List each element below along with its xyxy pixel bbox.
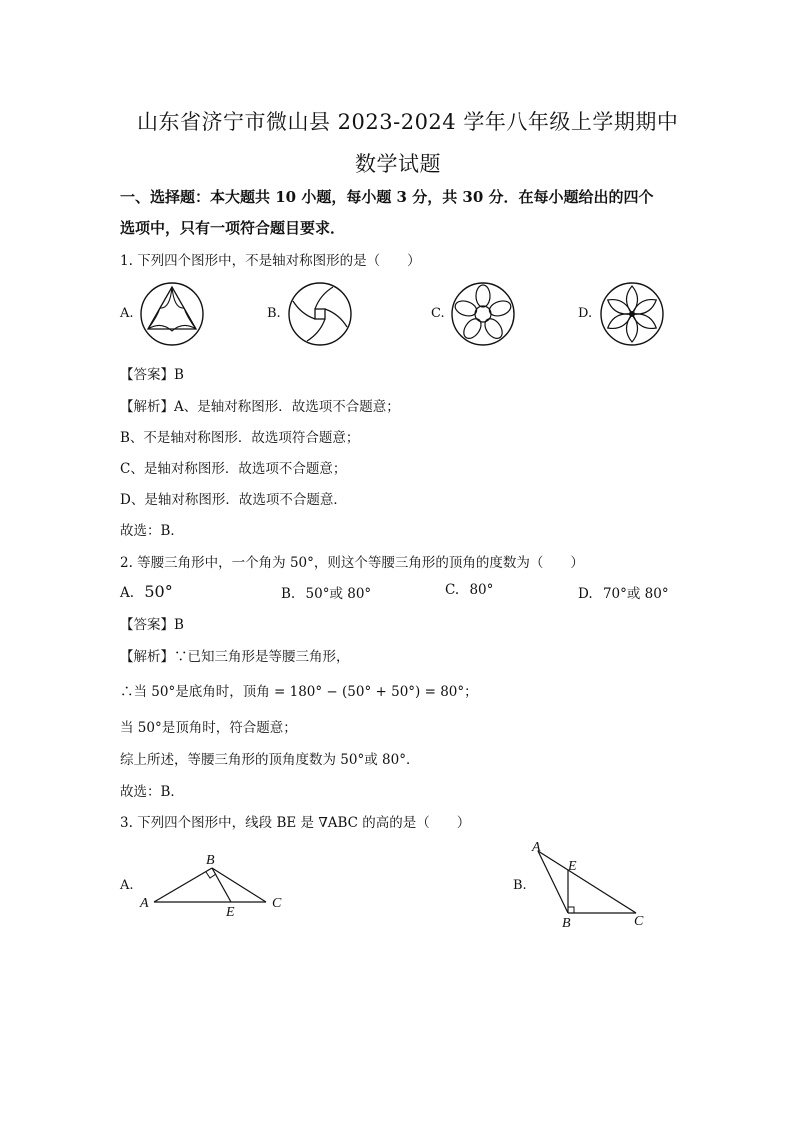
question-3-stem: 3. 下列四个图形中，线段 BE 是 ∇ABC 的高的是（ ） [120, 815, 471, 831]
q1-answer: 【答案】B [120, 367, 184, 383]
q2-option-a-label: A. [120, 585, 135, 601]
q1-explanation-line: C、是轴对称图形．故选项不合题意； [120, 461, 347, 477]
q2-explanation-line: 综上所述，等腰三角形的顶角度数为 50°或 80°． [120, 752, 420, 768]
q3-option-b-label: B. [513, 878, 527, 893]
page-title: 山东省济宁市微山县 2023-2024 学年八年级上学期期中 [137, 110, 679, 134]
q3b-label-e: E [568, 859, 577, 874]
question-1-stem: 1. 下列四个图形中，不是轴对称图形的是（ ） [120, 253, 421, 269]
q3a-label-b: B [206, 853, 215, 868]
q2-option-b-label: B. [281, 586, 296, 602]
q2-option-d-text: 70°或 80° [602, 586, 669, 602]
q1-explanation-line: B、不是轴对称图形．故选项符合题意； [120, 430, 360, 446]
page-subtitle: 数学试题 [355, 152, 441, 176]
q3a-label-c: C [272, 896, 282, 911]
q1-option-a-figure [139, 281, 205, 347]
q1-explanation-line: 【解析】A、是轴对称图形．故选项不合题意； [120, 399, 400, 415]
q2-option-a [120, 582, 173, 601]
q2-explanation-line: 【解析】∵已知三角形是等腰三角形， [120, 649, 350, 665]
q2-option-d-label: D. [578, 586, 593, 602]
q2-answer: 【答案】B [120, 617, 184, 633]
q1-option-a-label: A. [120, 306, 134, 321]
q3b-label-c: C [634, 914, 644, 929]
section-heading-cont: 选项中，只有一项符合题目要求． [120, 219, 346, 237]
q1-explanation-line: D、是轴对称图形．故选项不合题意． [120, 492, 347, 508]
q3a-label-e: E [226, 905, 235, 920]
q2-option-c-text: 80° [469, 582, 494, 598]
q3a-label-a: A [140, 896, 149, 911]
q3b-label-a: A [532, 840, 541, 855]
question-2-stem: 2. 等腰三角形中，一个角为 50°，则这个等腰三角形的顶角的度数为（ ） [120, 555, 584, 571]
q1-explanation-line: 故选：B． [120, 523, 184, 539]
q2-option-a-text: 50° [144, 582, 173, 601]
q3-option-a-figure [136, 850, 296, 922]
q1-option-b-figure [287, 281, 353, 347]
q1-option-b-label: B. [267, 306, 281, 321]
q1-option-d-figure [599, 281, 665, 347]
q2-explanation-line: 故选：B． [120, 784, 184, 800]
q2-option-c [445, 582, 493, 598]
q1-option-d-label: D. [578, 306, 593, 321]
q2-option-b-text: 50°或 80° [305, 586, 372, 602]
q2-option-d [578, 582, 669, 602]
section-heading: 一、选择题：本大题共 10 小题，每小题 3 分，共 30 分．在每小题给出的四个 [120, 188, 654, 206]
q3b-label-b: B [562, 916, 571, 931]
q2-option-c-label: C. [445, 582, 460, 598]
q1-option-c-label: C. [431, 306, 445, 321]
q3-option-b-figure [528, 836, 658, 932]
q3-option-a-label: A. [120, 878, 134, 893]
q2-explanation-line: 当 50°是顶角时，符合题意； [120, 720, 297, 736]
q2-explanation-line: ∴当 50°是底角时，顶角 = 180° − (50° + 50°) = 80°； [120, 684, 478, 700]
q1-option-c-figure [450, 281, 516, 347]
q2-option-b [281, 582, 371, 602]
